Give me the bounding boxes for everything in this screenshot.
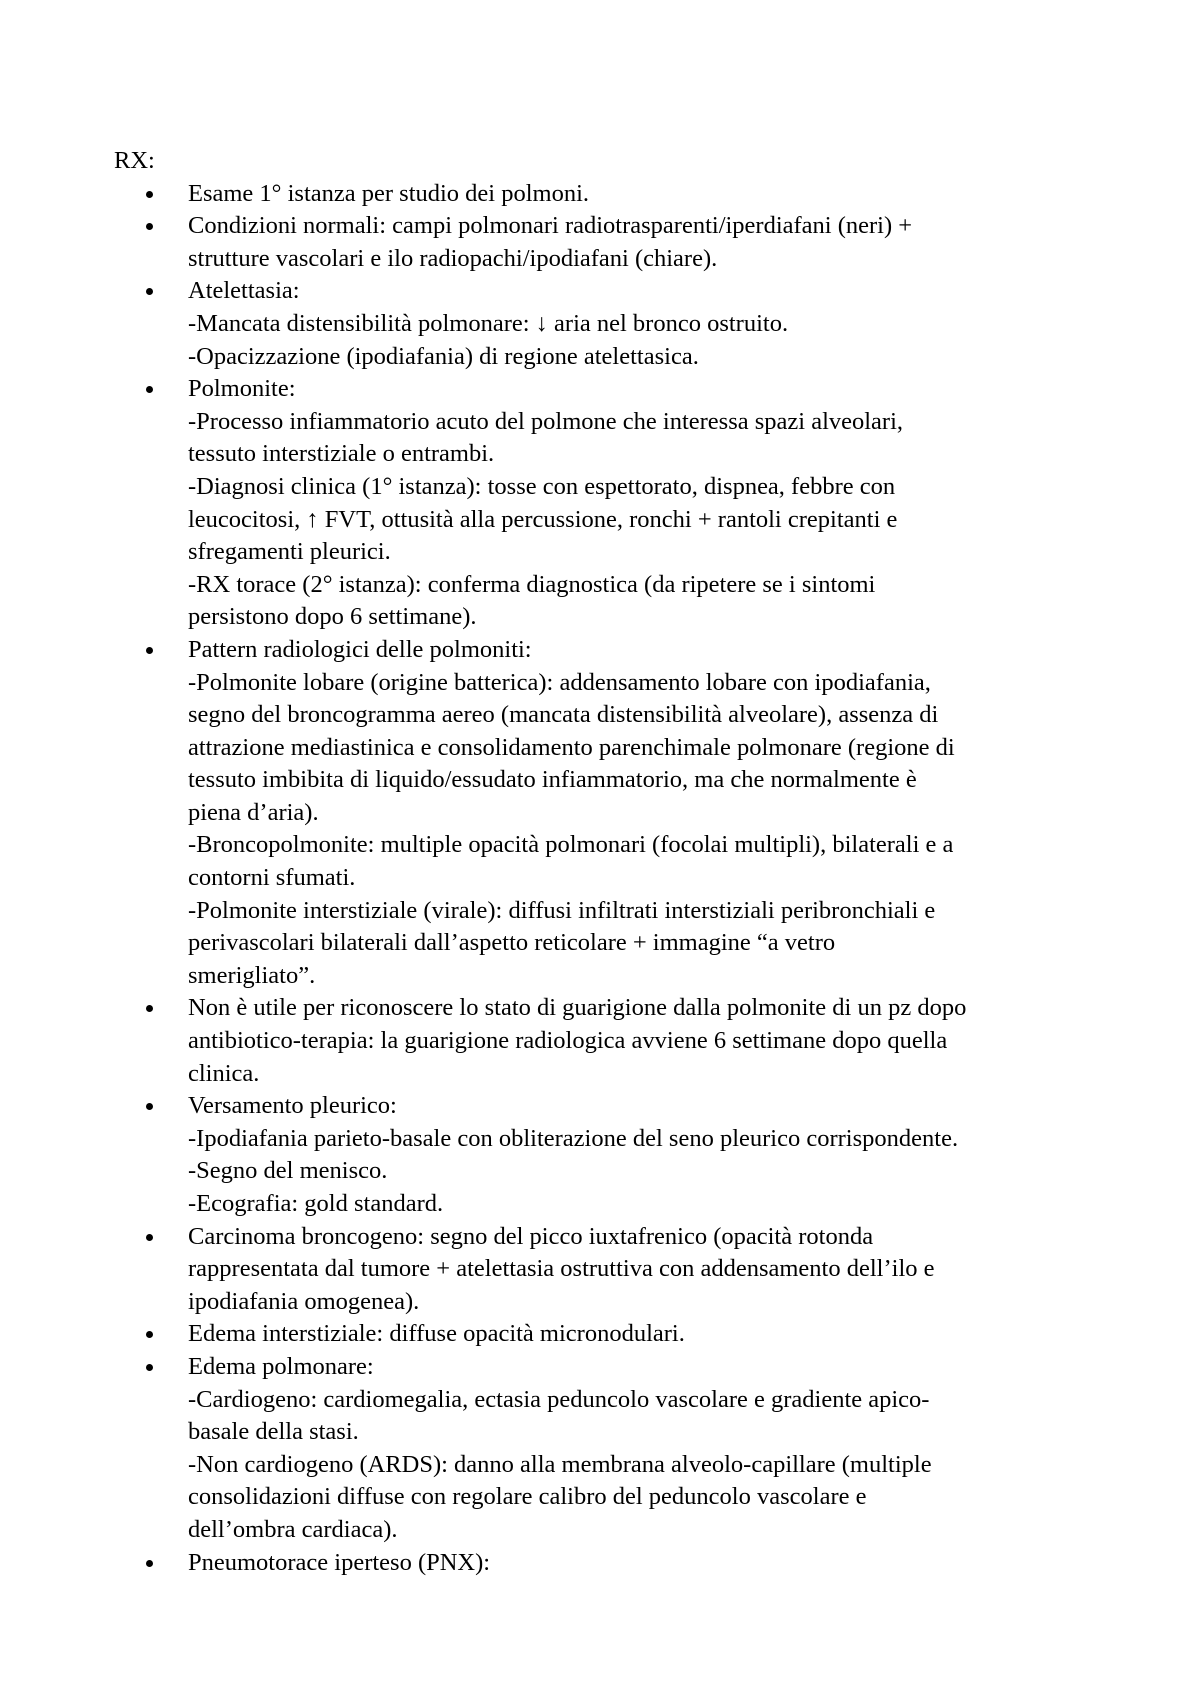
text-line: Versamento pleurico: xyxy=(188,1092,397,1120)
list-item xyxy=(114,1547,1104,1580)
list-item xyxy=(114,1221,1104,1319)
text-line: -Polmonite lobare (origine batterica): addensamento lobare con ipodiafania, xyxy=(188,668,931,696)
text-line: ipodiafania omogenea). xyxy=(188,1287,420,1315)
text-line: -Broncopolmonite: multiple opacità polmonari (focolai multipli), bilaterali e a xyxy=(188,831,954,859)
bullet-icon xyxy=(146,1234,153,1241)
text-line: Pattern radiologici delle polmoniti: xyxy=(188,635,532,663)
text-line: persistono dopo 6 settimane). xyxy=(188,603,477,631)
text-line: leucocitosi, ↑ FVT, ottusità alla percussione, ronchi + rantoli crepitanti e xyxy=(188,505,898,533)
bullet-icon xyxy=(146,191,153,198)
bullet-icon xyxy=(146,1005,153,1012)
text-line: -RX torace (2° istanza): conferma diagnostica (da ripetere se i sintomi xyxy=(188,570,876,598)
list-item xyxy=(114,1351,1104,1547)
text-line: -Processo infiammatorio acuto del polmone che interessa spazi alveolari, xyxy=(188,407,904,435)
text-line: strutture vascolari e ilo radiopachi/ipodiafani (chiare). xyxy=(188,244,718,272)
section-heading: RX: xyxy=(114,147,155,174)
list-item xyxy=(114,992,1104,1090)
text-line: consolidazioni diffuse con regolare calibro del peduncolo vascolare e xyxy=(188,1483,867,1511)
text-line: contorni sfumati. xyxy=(188,864,356,892)
bullet-icon xyxy=(146,1103,153,1110)
text-line: -Diagnosi clinica (1° istanza): tosse con espettorato, dispnea, febbre con xyxy=(188,472,896,500)
text-line: Condizioni normali: campi polmonari radiotrasparenti/iperdiafani (neri) + xyxy=(188,212,913,240)
text-line: Carcinoma broncogeno: segno del picco iuxtafrenico (opacità rotonda xyxy=(188,1222,874,1250)
bullet-icon xyxy=(146,1364,153,1371)
bullet-icon xyxy=(146,223,153,230)
text-line: piena d’aria). xyxy=(188,798,319,826)
bullet-icon xyxy=(146,288,153,295)
text-line: Non è utile per riconoscere lo stato di guarigione dalla polmonite di un pz dopo xyxy=(188,994,967,1022)
bullet-icon xyxy=(146,386,153,393)
text-line: Atelettasia: xyxy=(188,277,300,305)
document-body xyxy=(114,145,1104,1579)
text-line: -Mancata distensibilità polmonare: ↓ aria nel bronco ostruito. xyxy=(188,309,789,337)
text-line: tessuto imbibita di liquido/essudato infiammatorio, ma che normalmente è xyxy=(188,766,917,794)
text-line: rappresentata dal tumore + atelettasia ostruttiva con addensamento dell’ilo e xyxy=(188,1255,935,1283)
list-item xyxy=(114,210,1104,275)
text-line: segno del broncogramma aereo (mancata distensibilità alveolare), assenza di xyxy=(188,701,939,729)
list-item xyxy=(114,275,1104,373)
list-item xyxy=(114,373,1104,634)
text-line: attrazione mediastinica e consolidamento parenchimale polmonare (regione di xyxy=(188,733,955,761)
text-line: perivascolari bilaterali dall’aspetto reticolare + immagine “a vetro xyxy=(188,929,836,957)
text-line: antibiotico-terapia: la guarigione radiologica avviene 6 settimane dopo quella xyxy=(188,1027,948,1055)
text-line: -Ecografia: gold standard. xyxy=(188,1190,444,1217)
text-line: sfregamenti pleurici. xyxy=(188,538,391,566)
list-item xyxy=(114,634,1104,993)
text-line: Edema interstiziale: diffuse opacità micronodulari. xyxy=(188,1320,685,1348)
text-line: -Polmonite interstiziale (virale): diffusi infiltrati interstiziali peribronchiali e xyxy=(188,896,936,924)
text-line: basale della stasi. xyxy=(188,1418,359,1446)
text-line: -Non cardiogeno (ARDS): danno alla membrana alveolo-capillare (multiple xyxy=(188,1450,932,1478)
bullet-icon xyxy=(146,1331,153,1338)
text-line: Polmonite: xyxy=(188,375,296,403)
text-line: Esame 1° istanza per studio dei polmoni. xyxy=(188,179,590,207)
text-line: -Cardiogeno: cardiomegalia, ectasia peduncolo vascolare e gradiente apico- xyxy=(188,1385,930,1413)
bullet-list xyxy=(114,178,1104,1580)
list-item xyxy=(114,1318,1104,1351)
text-line: Pneumotorace iperteso (PNX): xyxy=(188,1548,491,1576)
text-line: clinica. xyxy=(188,1059,260,1087)
text-line: Edema polmonare: xyxy=(188,1352,374,1380)
text-line: -Segno del menisco. xyxy=(188,1157,388,1185)
text-line: -Opacizzazione (ipodiafania) di regione atelettasica. xyxy=(188,342,699,370)
bullet-icon xyxy=(146,1560,153,1567)
bullet-icon xyxy=(146,647,153,654)
list-item xyxy=(114,178,1104,211)
list-item xyxy=(114,1090,1104,1220)
text-line: smerigliato”. xyxy=(188,961,316,989)
text-line: tessuto interstiziale o entrambi. xyxy=(188,440,495,468)
text-line: dell’ombra cardiaca). xyxy=(188,1515,398,1543)
text-line: -Ipodiafania parieto-basale con obliterazione del seno pleurico corrispondente. xyxy=(188,1124,959,1152)
